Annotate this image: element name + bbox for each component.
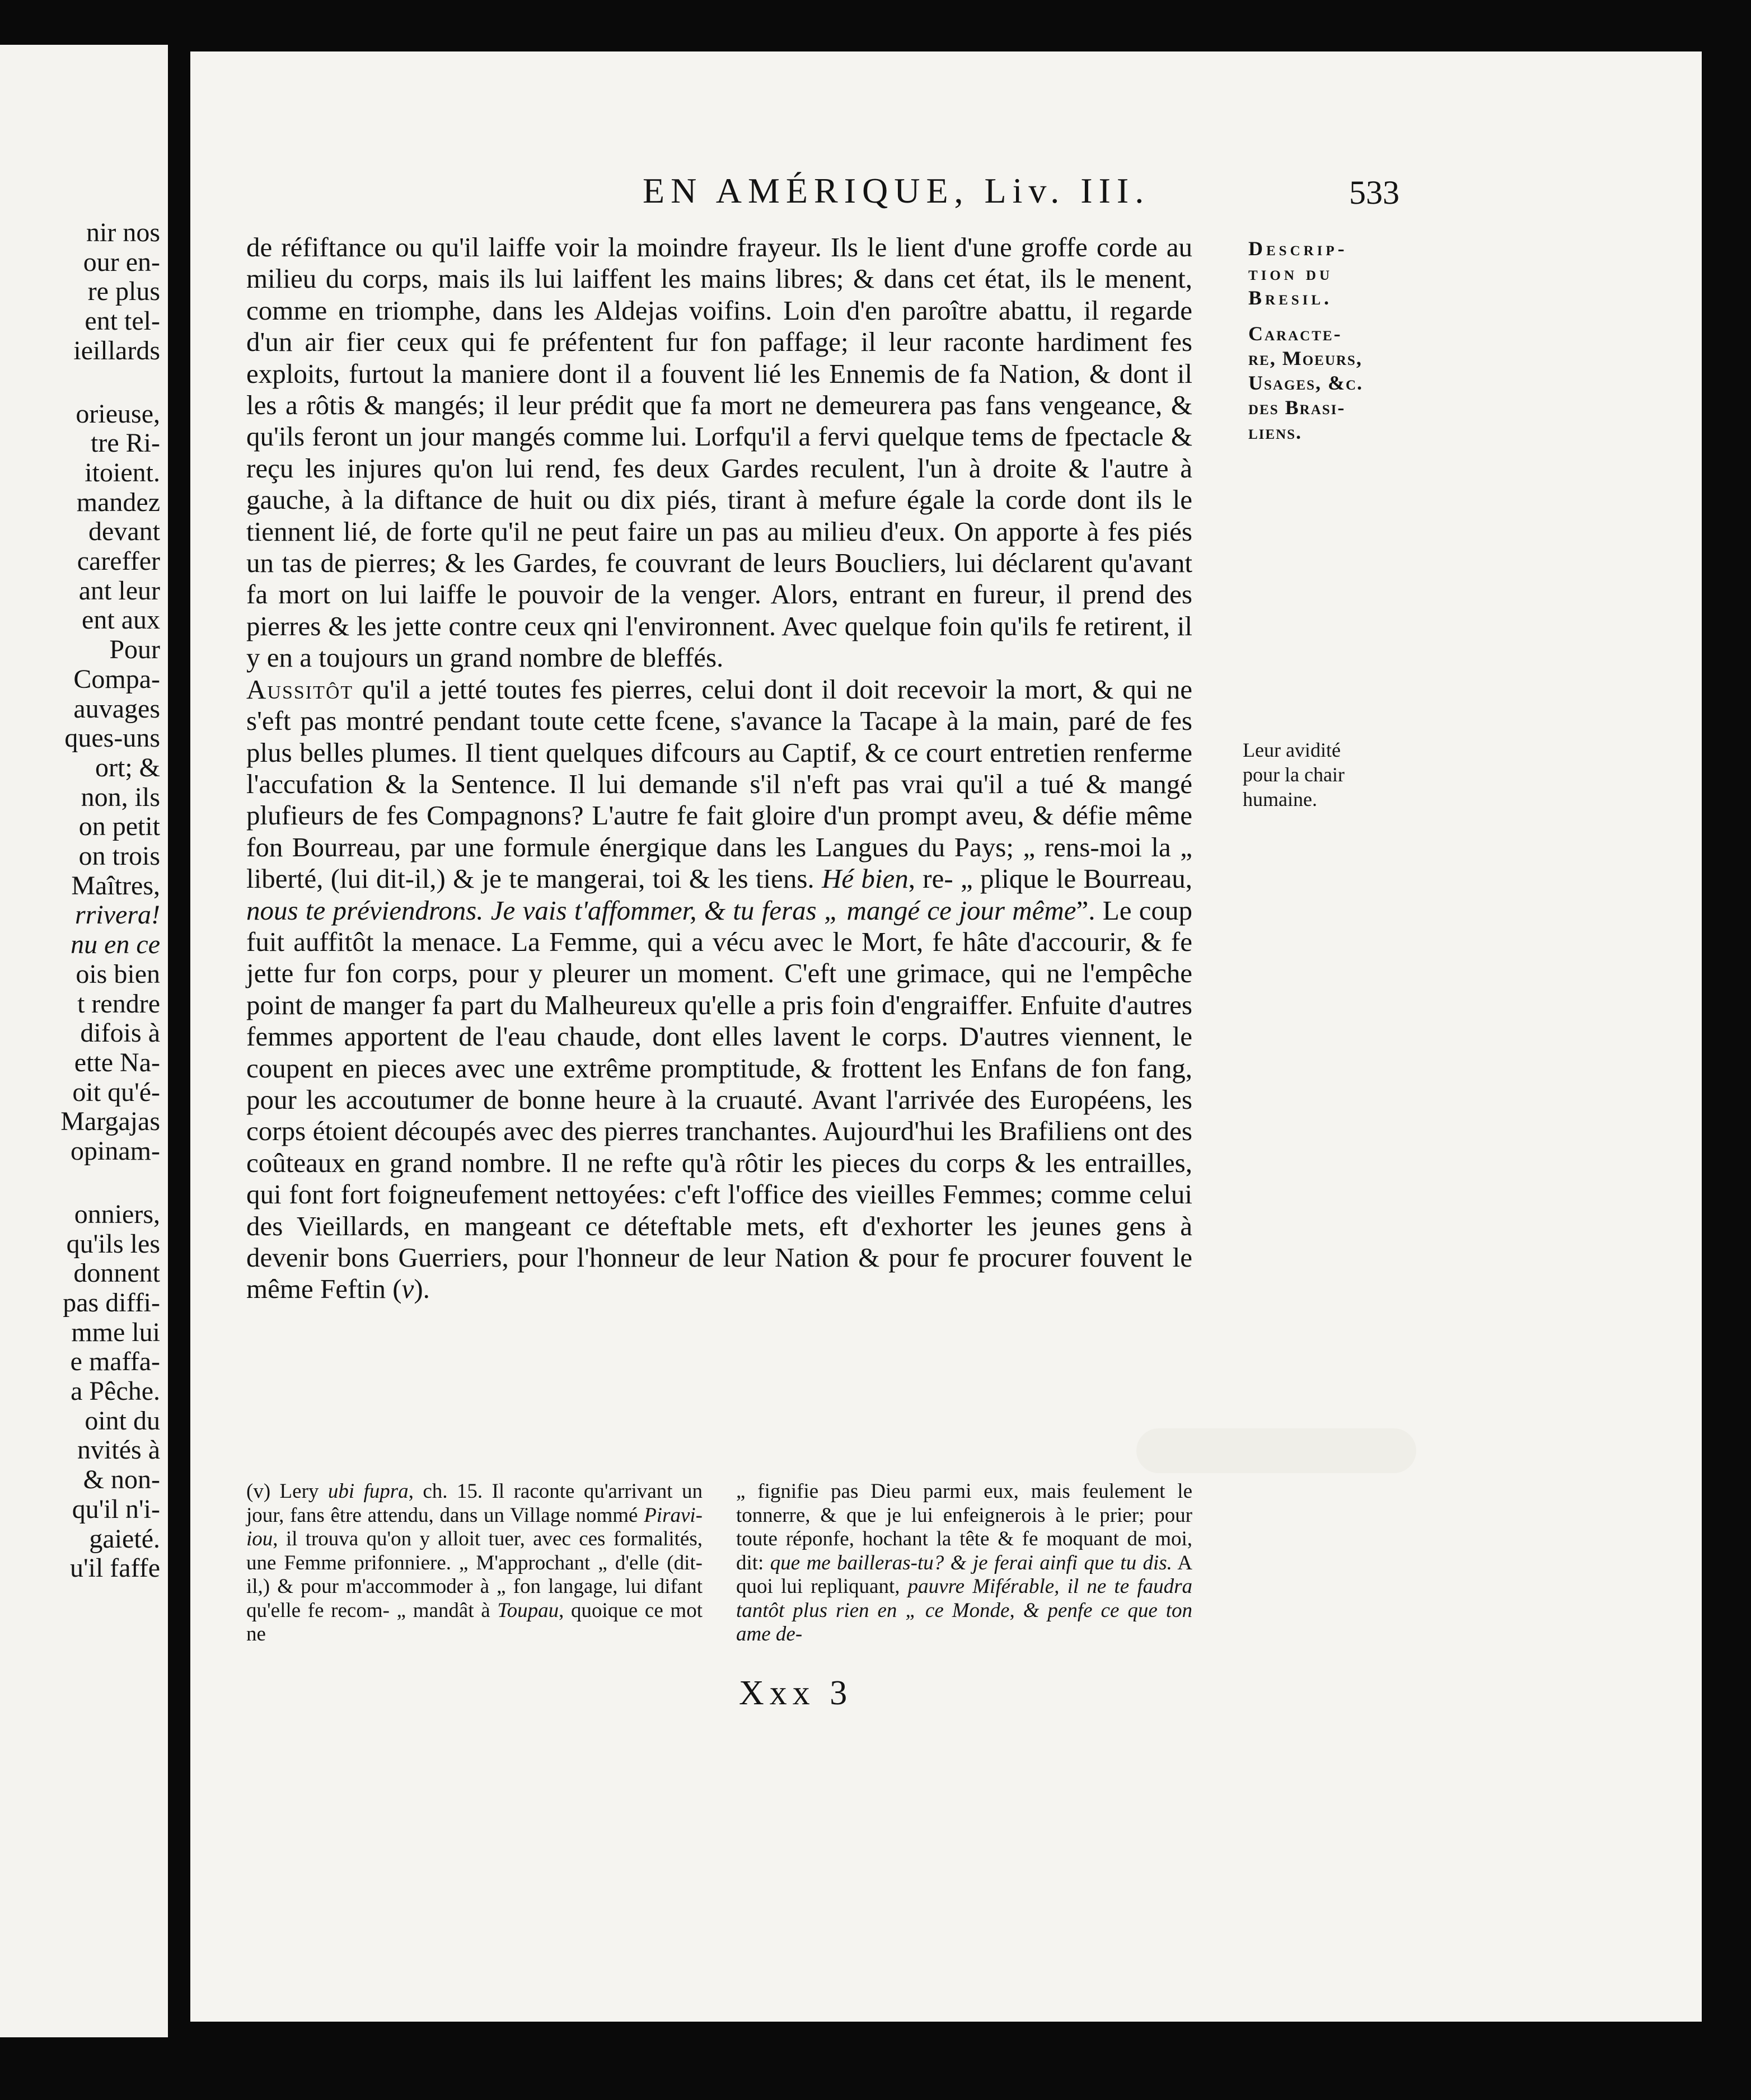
main-text bbox=[246, 232, 1192, 1305]
text-line: orieuse, bbox=[76, 399, 160, 429]
paragraph-1: de réfiftance ou qu'il laiffe voir la moindre frayeur. Ils le lient d'une groffe corde au milieu du corps, mais ils lui laiffent les mains libres; & dans cet état, ils le menent, comme en triomphe, dans les Aldejas voifins. Loin d'en paroître abattu, il regarde d'un air fier ceux qui fe préfentent fur fon paffage; il leur raconte hardiment fes exploits, furtout la maniere dont il a fouvent lié les Ennemis de fa Nation, & dont il les a rôtis & mangés; il leur prédit que fa mort ne demeurera pas fans vengeance, & qu'ils feront un jour mangés comme lui. Lorfqu'il a fervi quelque tems de fpectacle & reçu les injures qu'on lui rend, fes deux Gardes reculent, l'un à droite & l'autre à gauche, à la diftance de huit ou dix piés, tirant à mefure égale la corde dont ils le tiennent lié, de forte qu'il ne peut faire un pas au milieu d'eux. On apporte à fes piés un tas de pierres; & les Gardes, fe couvrant de leurs Boucliers, lui déclarent qu'avant fa mort on lui laiffe le pouvoir de la venger. Alors, entrant en fureur, il prend des pierres & les jette contre ceux qni l'environnent. Avec quelque foin qu'ils fe retirent, il y en a toujours un grand nombre de bleffés. bbox=[246, 232, 1192, 673]
margin-note-avidity bbox=[1243, 738, 1399, 812]
text-line: tre Ri- bbox=[91, 428, 160, 458]
text-line: ieillards bbox=[73, 335, 160, 365]
text-line: our en- bbox=[83, 247, 160, 277]
text-line: onniers, bbox=[74, 1199, 160, 1229]
text-run: , re- „ plique le Bourreau, bbox=[908, 863, 1192, 894]
text-line: devant bbox=[88, 517, 160, 547]
text-line: auvages bbox=[73, 693, 160, 724]
margin-line: tion du bbox=[1248, 262, 1333, 284]
text-line: ort; & bbox=[95, 752, 160, 782]
text-line: opinam- bbox=[71, 1136, 160, 1166]
text-run: ). bbox=[414, 1273, 430, 1305]
margin-line: Bresil. bbox=[1248, 287, 1333, 309]
text-line: rrivera! bbox=[75, 900, 160, 930]
text-line: ques-uns bbox=[64, 723, 160, 753]
text-line: t rendre bbox=[77, 988, 160, 1019]
book-page bbox=[190, 51, 1702, 2022]
text-run: ”. Le coup fuit auffitôt la menace. La Femme, qui a vécu avec le Mort, fe hâte d'accourir, & fe jette fur fon corps, pour y pleurer un moment. C'eft une grimace, qui ne l'empêche point de manger fa part du Malheureux qu'elle a pris foin d'engraiffer. Enfuite d'autres femmes apportent de l'eau chaude, dont elles lavent le corps. D'autres viennent, le coupent en pieces avec une extrême promptitude, & frottent les Enfans de fon fang, pour les accoutumer de bonne heure à la cruauté. Avant l'arrivée des Européens, les corps étoient découpés avec des pierres tranchantes. Aujourd'hui les Brafiliens ont des coûteaux en grand nombre. Il ne refte qu'à rôtir les pieces du corps & les entrailles, qui font fort foigneufement nettoyées: c'eft l'office des vieilles Femmes; comme celui des Vieillards, en mangeant ce déteftable mets, eft d'exhorter les jeunes gens à devenir bons Guerriers, pour l'honneur de leur Nation & pour fe procurer fouvent le même Feftin ( bbox=[246, 894, 1192, 1305]
footnotes bbox=[246, 1480, 1192, 1743]
italic-run: que me bailleras-tu? & je ferai ainfi que tu dis. bbox=[770, 1551, 1172, 1574]
text-line: on petit bbox=[78, 812, 160, 842]
italic-run: nous te préviendrons. Je vais t'affommer, & tu feras „ mangé ce jour même bbox=[246, 894, 1076, 926]
italic-run: Toupau bbox=[497, 1599, 559, 1622]
text-line: nvités à bbox=[77, 1435, 160, 1465]
text-line: non, ils bbox=[81, 782, 160, 812]
facing-page-text bbox=[15, 218, 160, 1583]
text-line: itoient. bbox=[85, 457, 160, 487]
running-head: EN AMÉRIQUE, Liv. III. bbox=[643, 171, 1150, 210]
text-line: ant leur bbox=[78, 575, 160, 606]
text-run: , quoique ce mot ne bbox=[246, 1599, 703, 1646]
text-line: mandez bbox=[76, 487, 160, 517]
margin-line: liens. bbox=[1248, 421, 1303, 443]
margin-line: Descrip- bbox=[1248, 237, 1348, 260]
margin-line: Leur avidité bbox=[1243, 739, 1341, 761]
text-line: on trois bbox=[78, 841, 160, 871]
margin-line: re, Moeurs, bbox=[1248, 347, 1363, 369]
text-line: ois bien bbox=[76, 959, 160, 989]
text-line: careffer bbox=[77, 546, 160, 576]
text-line: u'il faffe bbox=[69, 1553, 160, 1583]
text-line: pas diffi- bbox=[63, 1287, 160, 1318]
text-line: e maffa- bbox=[70, 1347, 160, 1377]
page-number: 533 bbox=[1349, 174, 1399, 211]
italic-run: pauvre Miférable, il ne te faudra tantôt plus rien en „ ce Monde, & penfe ce que ton ame de- bbox=[736, 1575, 1192, 1646]
text-line: oit qu'é- bbox=[72, 1077, 160, 1107]
italic-run: Hé bien bbox=[821, 863, 909, 894]
text-line: oint du bbox=[85, 1405, 160, 1436]
footnote-column-right bbox=[736, 1480, 1192, 1647]
paragraph-2 bbox=[246, 674, 1192, 1305]
text-run: , ch. 15. Il raconte qu'arrivant un jour, fans être attendu, dans un Village nommé bbox=[246, 1480, 703, 1527]
text-line: nu en ce bbox=[71, 930, 160, 960]
text-line: ette Na- bbox=[74, 1047, 160, 1077]
text-run: , il trouva qu'on y alloit tuer, avec ces formalités, une Femme prifonniere. „ M'approchant „ d'elle (dit-il,) & pour m'accommoder à „ fon langage, lui difant qu'elle fe recom- „ mandât à bbox=[246, 1527, 703, 1622]
footnote-reference: v bbox=[401, 1273, 414, 1305]
text-run: „ fignifie pas Dieu parmi eux, mais feulement le tonnerre, & que je lui enfeignerois à le prier; pour toute réponfe, hochant la tête & fe moquant de moi, dit: bbox=[736, 1480, 1192, 1574]
facing-page-fragment bbox=[0, 45, 168, 2037]
italic-run: ubi fupra bbox=[327, 1480, 409, 1503]
lead-word: Aussitôt bbox=[246, 673, 354, 705]
text-line: a Pêche. bbox=[71, 1376, 160, 1407]
margin-line: des Brasi- bbox=[1248, 396, 1346, 419]
paper-stain bbox=[1136, 1428, 1416, 1473]
text-line: mme lui bbox=[71, 1317, 160, 1347]
margin-line: humaine. bbox=[1243, 788, 1317, 810]
text-line: difois à bbox=[80, 1018, 160, 1048]
margin-line: Usages, &c. bbox=[1248, 372, 1364, 394]
text-line: gaieté. bbox=[89, 1524, 160, 1554]
text-line: donnent bbox=[73, 1258, 160, 1288]
text-line: Margajas bbox=[60, 1107, 160, 1137]
footnote-column-left bbox=[246, 1480, 703, 1647]
margin-line: pour la chair bbox=[1243, 763, 1345, 786]
text-line: qu'il n'i- bbox=[72, 1494, 160, 1524]
text-line: nir nos bbox=[86, 218, 160, 247]
text-run: (v) Lery bbox=[246, 1480, 328, 1503]
page-header bbox=[453, 170, 1399, 215]
text-line: ent aux bbox=[82, 605, 160, 635]
text-line: Compa- bbox=[73, 664, 160, 694]
text-line: & non- bbox=[83, 1465, 160, 1495]
text-line: Pour bbox=[109, 635, 160, 665]
margin-note-description bbox=[1248, 236, 1405, 444]
text-line: re plus bbox=[87, 276, 160, 307]
margin-line: Caracte- bbox=[1248, 322, 1342, 345]
text-run: A quoi lui repliquant, bbox=[736, 1551, 1193, 1598]
text-run: qu'il a jetté toutes fes pierres, celui dont il doit recevoir la mort, & qui ne s'eft pas montré pendant toute cette fcene, s'avance la Tacape à la main, paré de fes plus belles plumes. Il tient quelques difcours au Captif, & ce court entretien renferme l'accufation & la Sentence. Il lui demande s'il n'eft pas vrai qu'il a tué & mangé plufieurs de fes Compagnons? L'autre fe fait gloire d'un prompt aveu, & défie même fon Bourreau, par une formule énergique dans les Langues du Pays; „ rens-moi la „ liberté, (lui dit-il,) & je te mangerai, toi & les tiens. bbox=[246, 673, 1192, 894]
text-line: qu'ils les bbox=[66, 1229, 160, 1259]
signature-mark: Xxx 3 bbox=[739, 1674, 853, 1712]
italic-run: Piravi-iou bbox=[246, 1503, 703, 1550]
text-line: ent tel- bbox=[85, 306, 160, 336]
text-line: Maîtres, bbox=[71, 870, 160, 901]
